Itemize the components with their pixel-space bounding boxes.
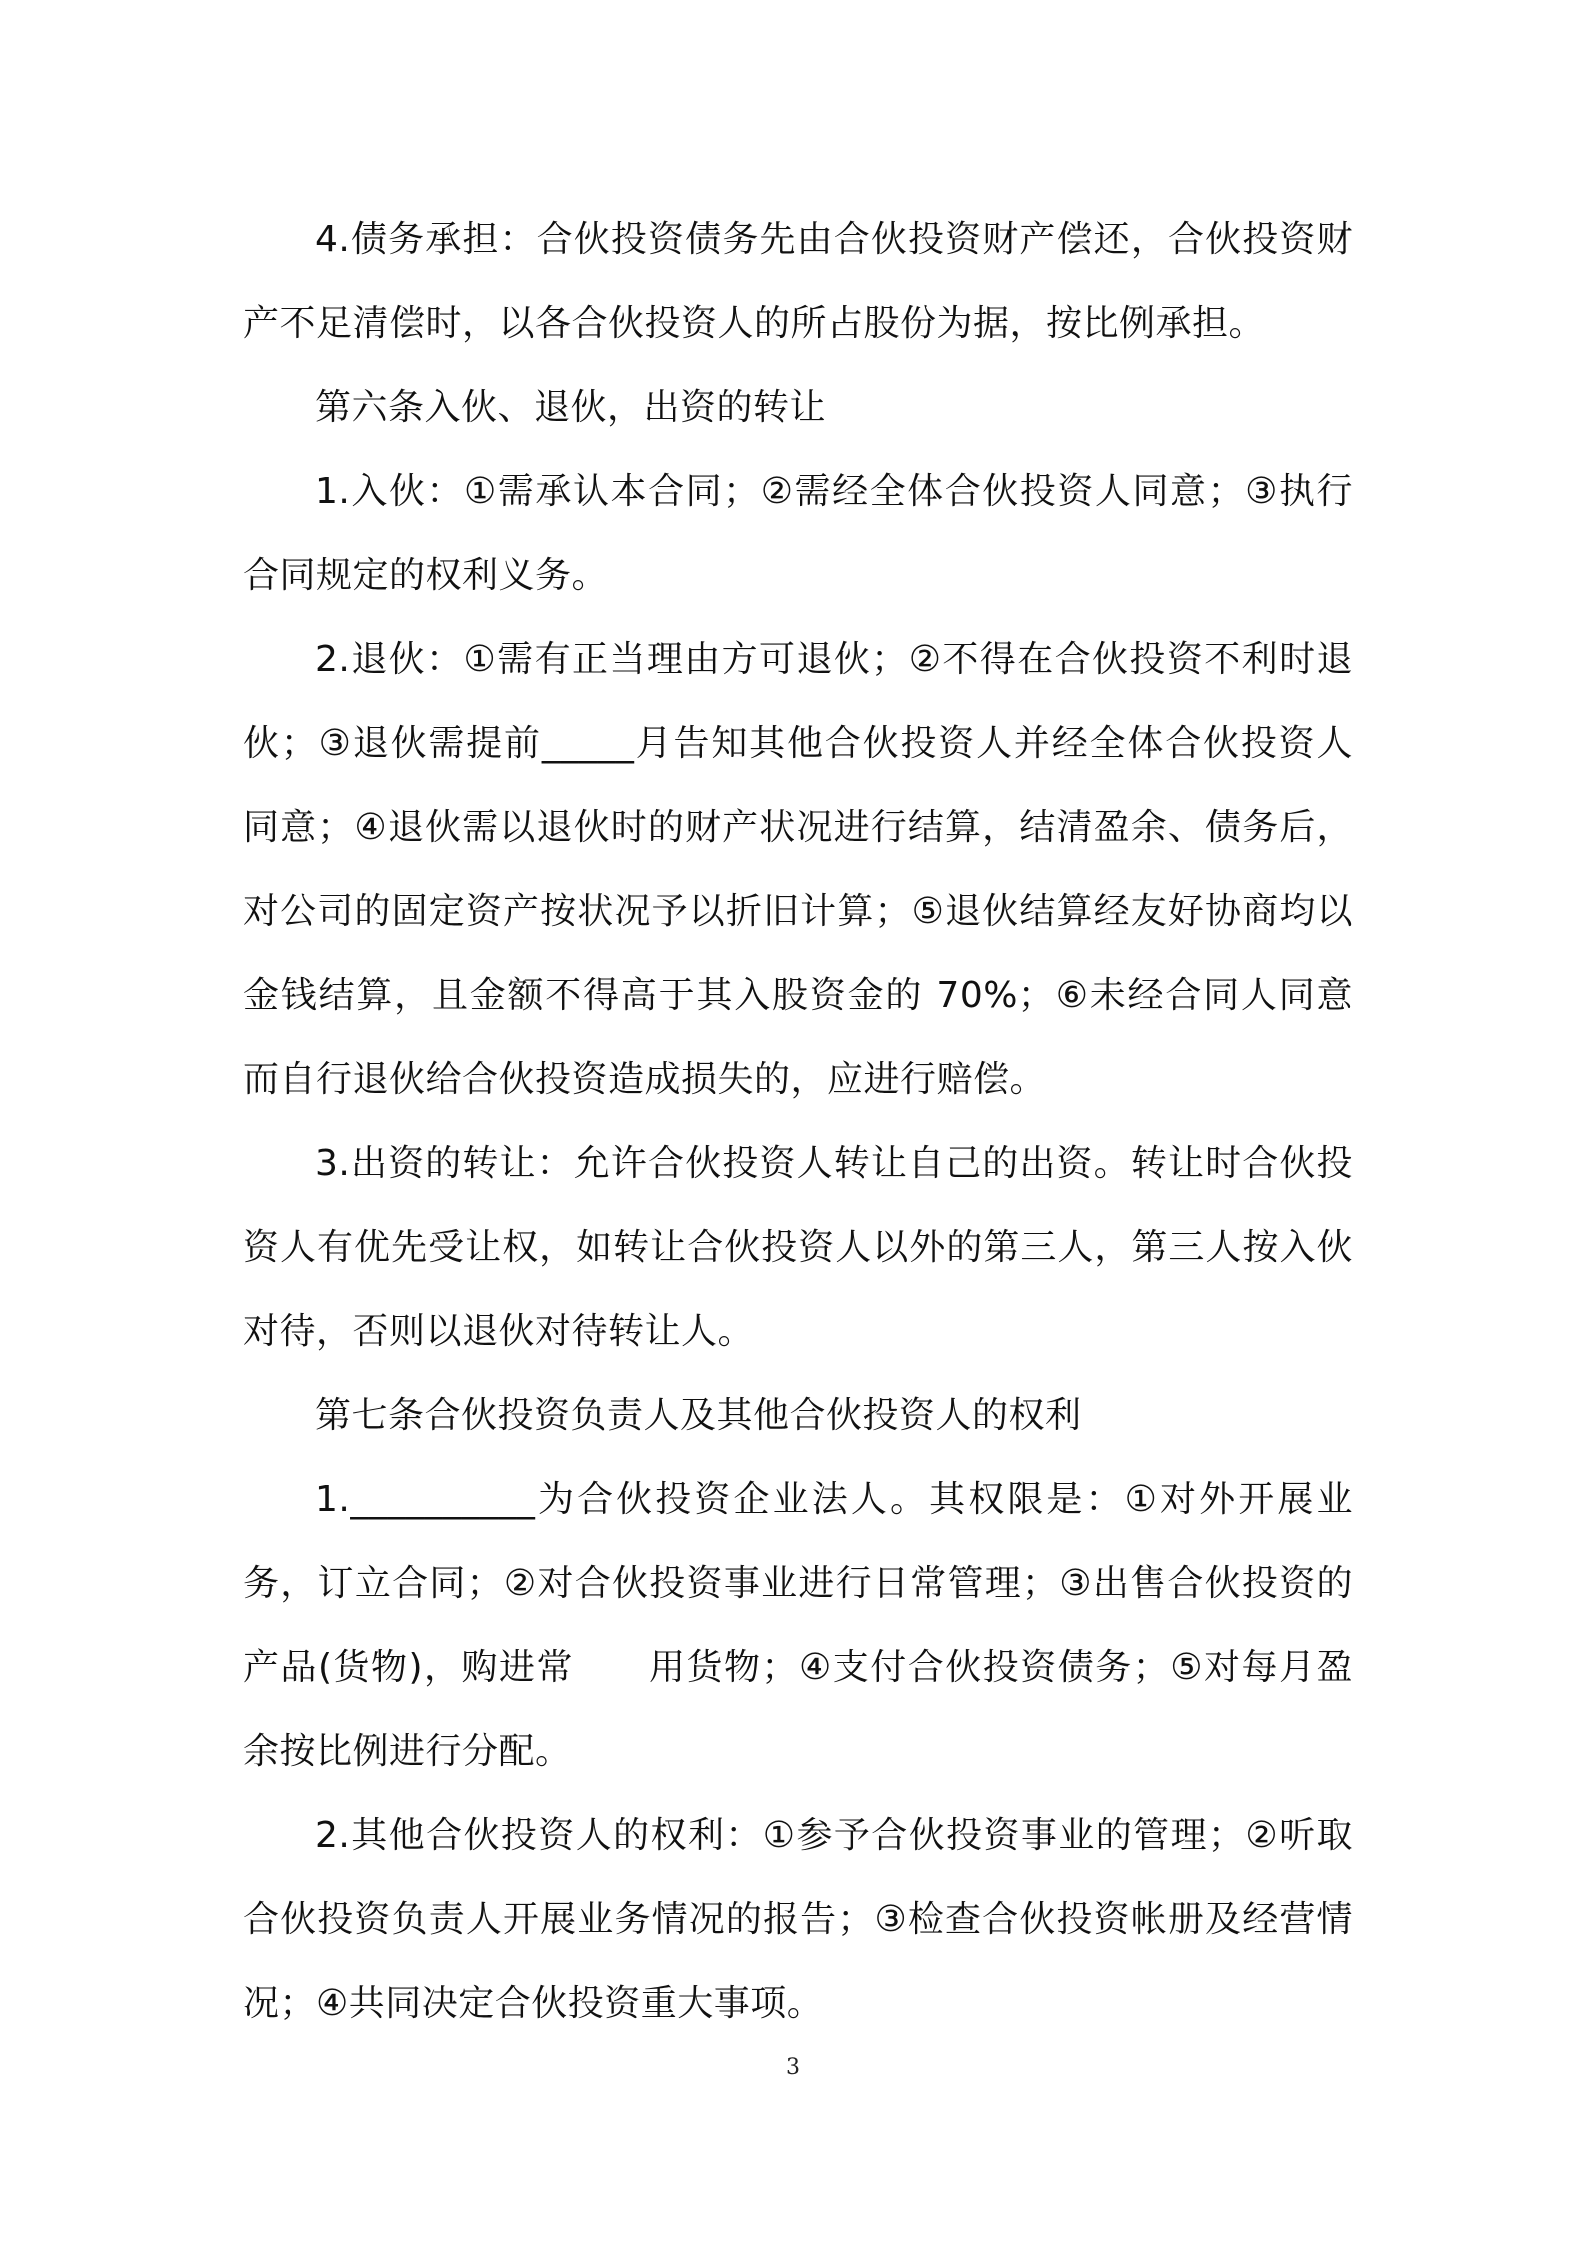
paragraph-joining: 1.入伙：①需承认本合同；②需经全体合伙投资人同意；③执行合同规定的权利义务。 bbox=[243, 471, 1353, 596]
paragraph-legal-representative: 1.__________为合伙投资企业法人。其权限是：①对外开展业务，订立合同；②对合伙投资事业进行日常管理；③出售合伙投资的产品(货物)，购进常 用货物；④支付合伙投资债务；⑤对每月盈余按比例进行分配。 bbox=[243, 1479, 1353, 1772]
article-seven-heading: 第七条合伙投资负责人及其他合伙投资人的权利 bbox=[315, 1395, 1082, 1436]
paragraph-debt-liability: 4.债务承担：合伙投资债务先由合伙投资财产偿还，合伙投资财产不足清偿时，以各合伙投资人的所占股份为据，按比例承担。 bbox=[243, 219, 1353, 344]
article-six-heading: 第六条入伙、退伙，出资的转让 bbox=[315, 387, 827, 428]
page-number: 3 bbox=[786, 2055, 800, 2080]
document-body bbox=[243, 198, 1353, 2046]
paragraph-capital-transfer: 3.出资的转让：允许合伙投资人转让自己的出资。转让时合伙投资人有优先受让权，如转让合伙投资人以外的第三人，第三人按入伙对待，否则以退伙对待转让人。 bbox=[243, 1143, 1353, 1352]
paragraph-partner-rights: 2.其他合伙投资人的权利：①参予合伙投资事业的管理；②听取合伙投资负责人开展业务情况的报告；③检查合伙投资帐册及经营情况；④共同决定合伙投资重大事项。 bbox=[243, 1815, 1353, 2024]
paragraph-withdrawal: 2.退伙：①需有正当理由方可退伙；②不得在合伙投资不利时退伙；③退伙需提前_____月告知其他合伙投资人并经全体合伙投资人同意；④退伙需以退伙时的财产状况进行结算，结清盈余、债务后，对公司的固定资产按状况予以折旧计算；⑤退伙结算经友好协商均以金钱结算，且金额不得高于其入股资金的 70%；⑥未经合同人同意而自行退伙给合伙投资造成损失的，应进行赔偿。 bbox=[243, 639, 1353, 1100]
